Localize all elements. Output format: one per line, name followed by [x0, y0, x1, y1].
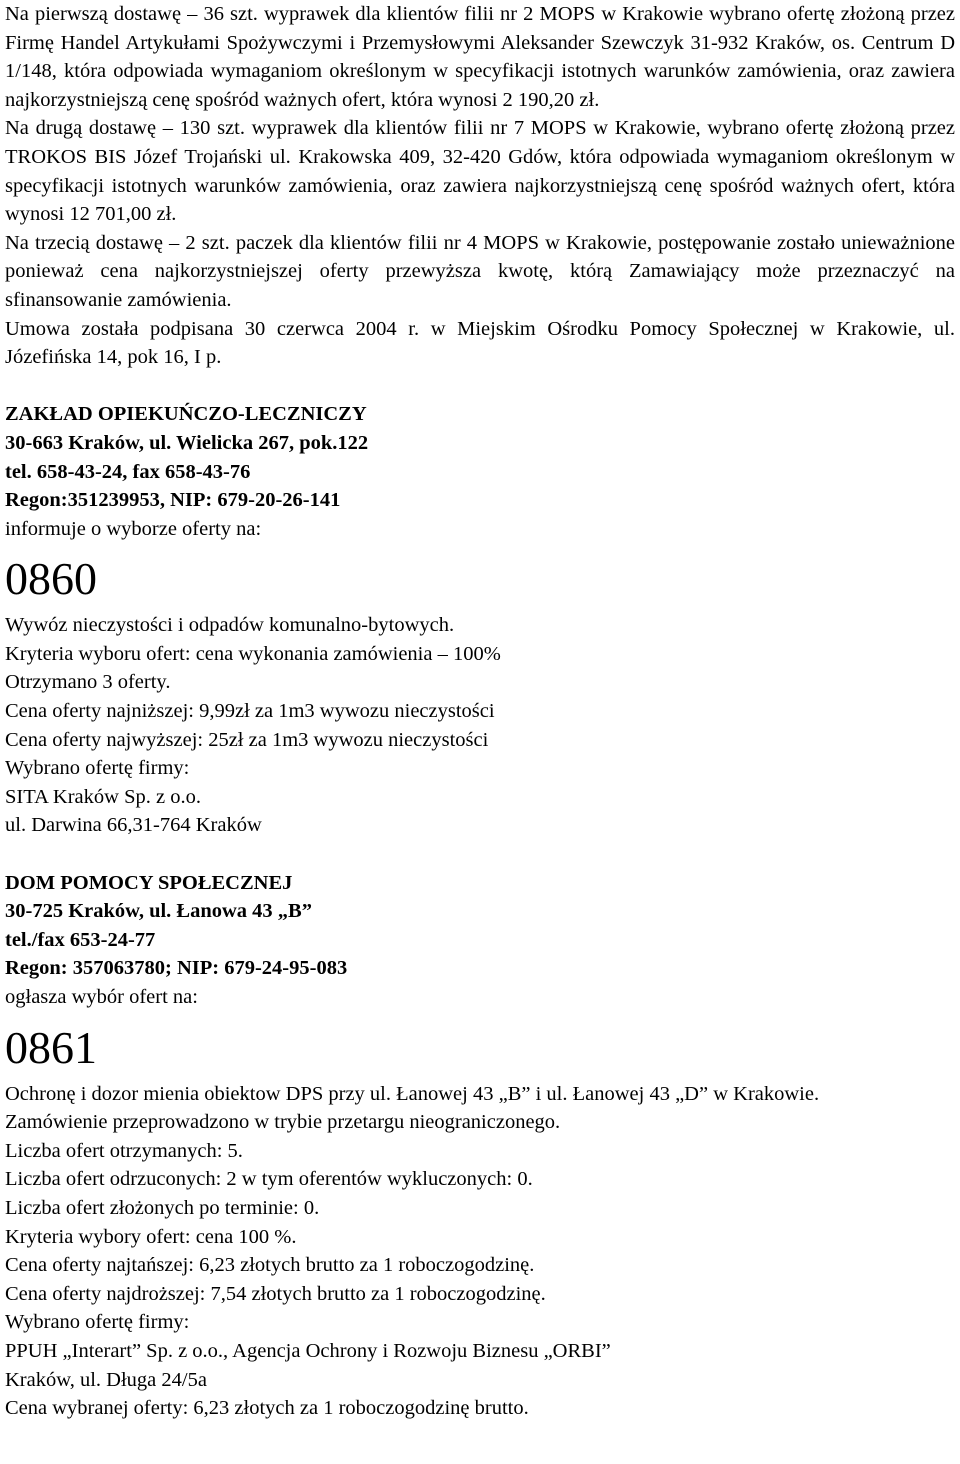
- announcement-line: Wywóz nieczystości i odpadów komunalno-bytowych.: [5, 614, 455, 637]
- spacer: [5, 840, 955, 869]
- announcement-line: Cena wybranej oferty: 6,23 złotych za 1 roboczogodzinę brutto.: [5, 1397, 529, 1420]
- institution-ids: Regon:351239953, NIP: 679-20-26-141: [5, 489, 341, 512]
- announcement-line: Kryteria wybory ofert: cena 100 %.: [5, 1225, 297, 1248]
- announcement-subject: Ochronę i dozor mienia obiektow DPS przy ul. Łanowej 43 „B” i ul. Łanowej 43 „D” w Krakowie.: [5, 1082, 820, 1105]
- announcement-line: Cena oferty najwyższej: 25zł za 1m3 wywozu nieczystości: [5, 728, 489, 751]
- announcement-line: PPUH „Interart” Sp. z o.o., Agencja Ochrony i Rozwoju Biznesu „ORBI”: [5, 1339, 611, 1362]
- announcement-zol: [5, 400, 955, 840]
- delivery-paragraph-2: Na drugą dostawę – 130 szt. wyprawek dla klientów filii nr 7 MOPS w Krakowie, wybrano ofertę złożoną przez TROKOS BIS Józef Trojański ul. Krakowska 409, 32-420 Gdów, która odpowiada wymaganiom określonym w specyfikacji istotnych warunków zamówienia, oraz zawiera najkorzystniejszą cenę spośród ważnych ofert, która wynosi 12 701,00 zł.: [5, 117, 955, 226]
- contract-paragraph: Umowa została podpisana 30 czerwca 2004 r. w Miejskim Ośrodku Pomocy Społecznej w Krakowie, ul. Józefińska 14, pok 16, I p.: [5, 317, 955, 369]
- delivery-paragraph-1: Na pierwszą dostawę – 36 szt. wyprawek dla klientów filii nr 2 MOPS w Krakowie wybrano ofertę złożoną przez Firmę Handel Artykułami Spożywczymi i Przemysłowymi Aleksander Szewczyk 31-932 Kraków, os. Centrum D 1/148, która odpowiada wymaganiom określonym w specyfikacji istotnych warunków zamówienia, oraz zawiera najkorzystniejszą cenę spośród ważnych ofert, która wynosi 2 190,20 zł.: [5, 3, 955, 111]
- announcement-line: Liczba ofert otrzymanych: 5.: [5, 1139, 243, 1162]
- announcement-line: SITA Kraków Sp. z o.o.: [5, 785, 201, 808]
- announcement-line: Kraków, ul. Długa 24/5a: [5, 1368, 207, 1391]
- institution-phone: tel./fax 653-24-77: [5, 928, 156, 951]
- institution-name: ZAKŁAD OPIEKUŃCZO-LECZNICZY: [5, 403, 367, 426]
- announcement-dps: [5, 869, 955, 1423]
- announcement-line: Otrzymano 3 oferty.: [5, 671, 171, 694]
- institution-address: 30-663 Kraków, ul. Wielicka 267, pok.122: [5, 431, 369, 454]
- announcement-line: Wybrano ofertę firmy:: [5, 757, 190, 780]
- announcement-intro: ogłasza wybór ofert na:: [5, 986, 198, 1008]
- institution-name: DOM POMOCY SPOŁECZNEJ: [5, 871, 293, 894]
- announcement-line: Liczba ofert złożonych po terminie: 0.: [5, 1196, 320, 1219]
- announcement-number: 0861: [5, 1021, 97, 1073]
- announcement-line: ul. Darwina 66,31-764 Kraków: [5, 814, 262, 837]
- institution-phone: tel. 658-43-24, fax 658-43-76: [5, 460, 251, 483]
- delivery-paragraph-3: Na trzecią dostawę – 2 szt. paczek dla klientów filii nr 4 MOPS w Krakowie, postępowanie zostało unieważnione ponieważ cena najkorzystniejszej oferty przewyższa kwotę, którą Zamawiający może przeznaczyć na sfinansowanie zamówienia.: [5, 231, 955, 311]
- institution-ids: Regon: 357063780; NIP: 679-24-95-083: [5, 957, 348, 980]
- announcement-line: Kryteria wyboru ofert: cena wykonania zamówienia – 100%: [5, 642, 501, 665]
- spacer: [5, 372, 955, 401]
- announcement-line: Liczba ofert odrzuconych: 2 w tym oferentów wykluczonych: 0.: [5, 1168, 533, 1191]
- announcement-line: Cena oferty najtańszej: 6,23 złotych brutto za 1 roboczogodzinę.: [5, 1254, 535, 1277]
- announcement-line: Cena oferty najniższej: 9,99zł za 1m3 wywozu nieczystości: [5, 700, 495, 723]
- institution-address: 30-725 Kraków, ul. Łanowa 43 „B”: [5, 900, 312, 923]
- announcement-line: Wybrano ofertę firmy:: [5, 1311, 190, 1334]
- announcement-line: Zamówienie przeprowadzono w trybie przetargu nieograniczonego.: [5, 1111, 561, 1134]
- announcement-intro: informuje o wyborze oferty na:: [5, 517, 262, 540]
- announcement-line: Cena oferty najdroższej: 7,54 złotych brutto za 1 roboczogodzinę.: [5, 1282, 546, 1305]
- announcement-number: 0860: [5, 553, 97, 605]
